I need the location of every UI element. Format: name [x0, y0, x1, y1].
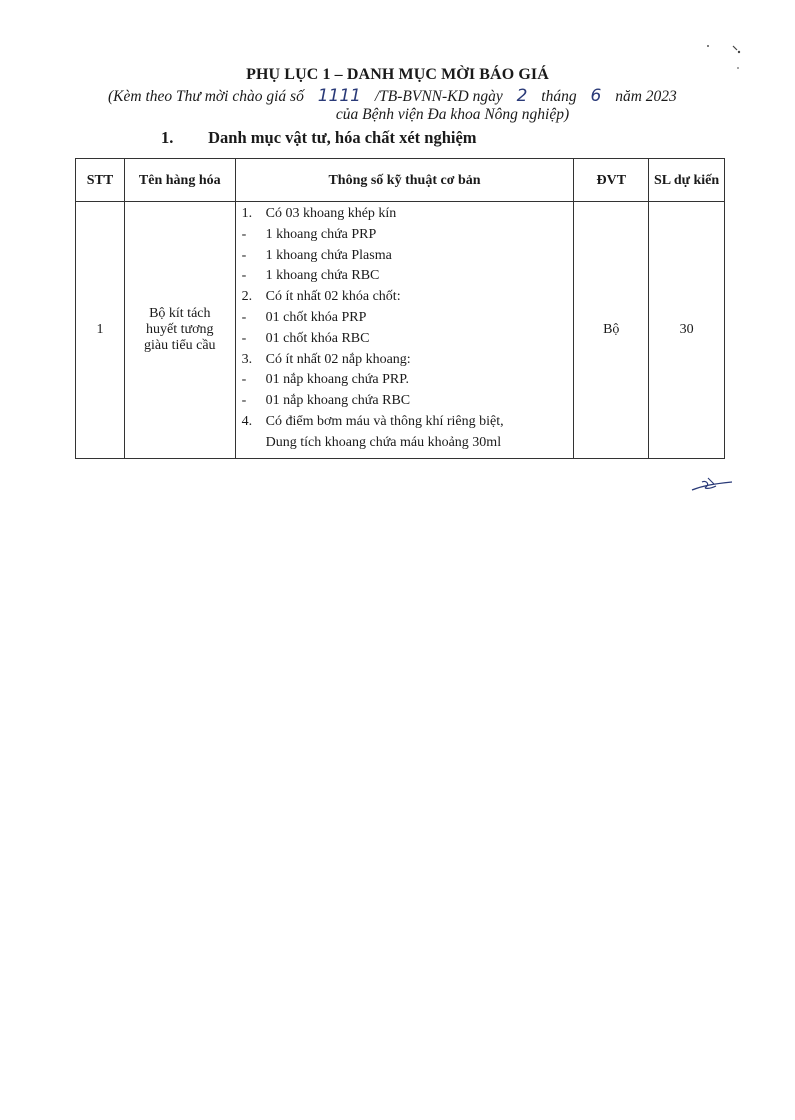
- handwritten-reference-number: 1111: [317, 86, 361, 106]
- section-title: Danh mục vật tư, hóa chất xét nghiệm: [208, 128, 477, 147]
- spec-line: - 01 chốt khóa RBC: [241, 330, 370, 346]
- month-label: tháng: [541, 88, 577, 105]
- spec-line: 4. Có điểm bơm máu và thông khí riêng biệt,: [241, 413, 504, 429]
- cell-name: Bộ kít tách huyết tương giàu tiểu cầu: [124, 202, 235, 459]
- header-specs: Thông số kỹ thuật cơ bản: [235, 159, 574, 202]
- spec-line: - 01 nắp khoang chứa RBC: [241, 393, 411, 409]
- handwritten-month: 6: [590, 86, 602, 106]
- scan-speckle-marks: [705, 40, 745, 72]
- spec-line: Dung tích khoang chứa máu khoảng 30ml: [265, 434, 502, 450]
- section-heading: [161, 128, 477, 148]
- spec-line: - 01 nắp khoang chứa PRP.: [241, 372, 409, 388]
- header-name: Tên hàng hóa: [124, 159, 235, 202]
- reference-issuer: của Bệnh viện Đa khoa Nông nghiệp): [335, 106, 570, 123]
- spec-line: 3. Có ít nhất 02 nắp khoang:: [241, 351, 411, 367]
- spec-line: - 01 chốt khóa PRP: [241, 309, 367, 325]
- cell-unit: Bộ: [574, 202, 649, 459]
- header-stt: STT: [76, 159, 125, 202]
- spec-line: - 1 khoang chứa Plasma: [241, 247, 392, 263]
- spec-line: - 1 khoang chứa PRP: [241, 226, 377, 242]
- initials-signature-mark: [688, 474, 738, 496]
- section-number: 1.: [161, 128, 174, 147]
- document-title: PHỤ LỤC 1 – DANH MỤC MỜI BÁO GIÁ: [246, 66, 549, 83]
- table-row: [76, 202, 725, 459]
- cell-qty: 30: [649, 202, 725, 459]
- year-text: năm 2023: [615, 88, 677, 105]
- handwritten-day: 2: [516, 86, 528, 106]
- header-unit: ĐVT: [574, 159, 649, 202]
- table-header-row: [76, 159, 725, 202]
- spec-line: 1. Có 03 khoang khép kín: [241, 206, 397, 221]
- cell-specs: [235, 202, 574, 459]
- spec-line: 2. Có ít nhất 02 khóa chốt:: [241, 289, 401, 305]
- cell-stt: 1: [76, 202, 125, 459]
- header-qty: SL dự kiến: [649, 159, 725, 202]
- spec-line: - 1 khoang chứa RBC: [241, 268, 380, 284]
- reference-prefix: (Kèm theo Thư mời chào giá số: [108, 88, 304, 105]
- reference-line: [108, 86, 677, 106]
- reference-code: /TB-BVNN-KD ngày: [374, 88, 503, 105]
- items-table: [75, 158, 725, 459]
